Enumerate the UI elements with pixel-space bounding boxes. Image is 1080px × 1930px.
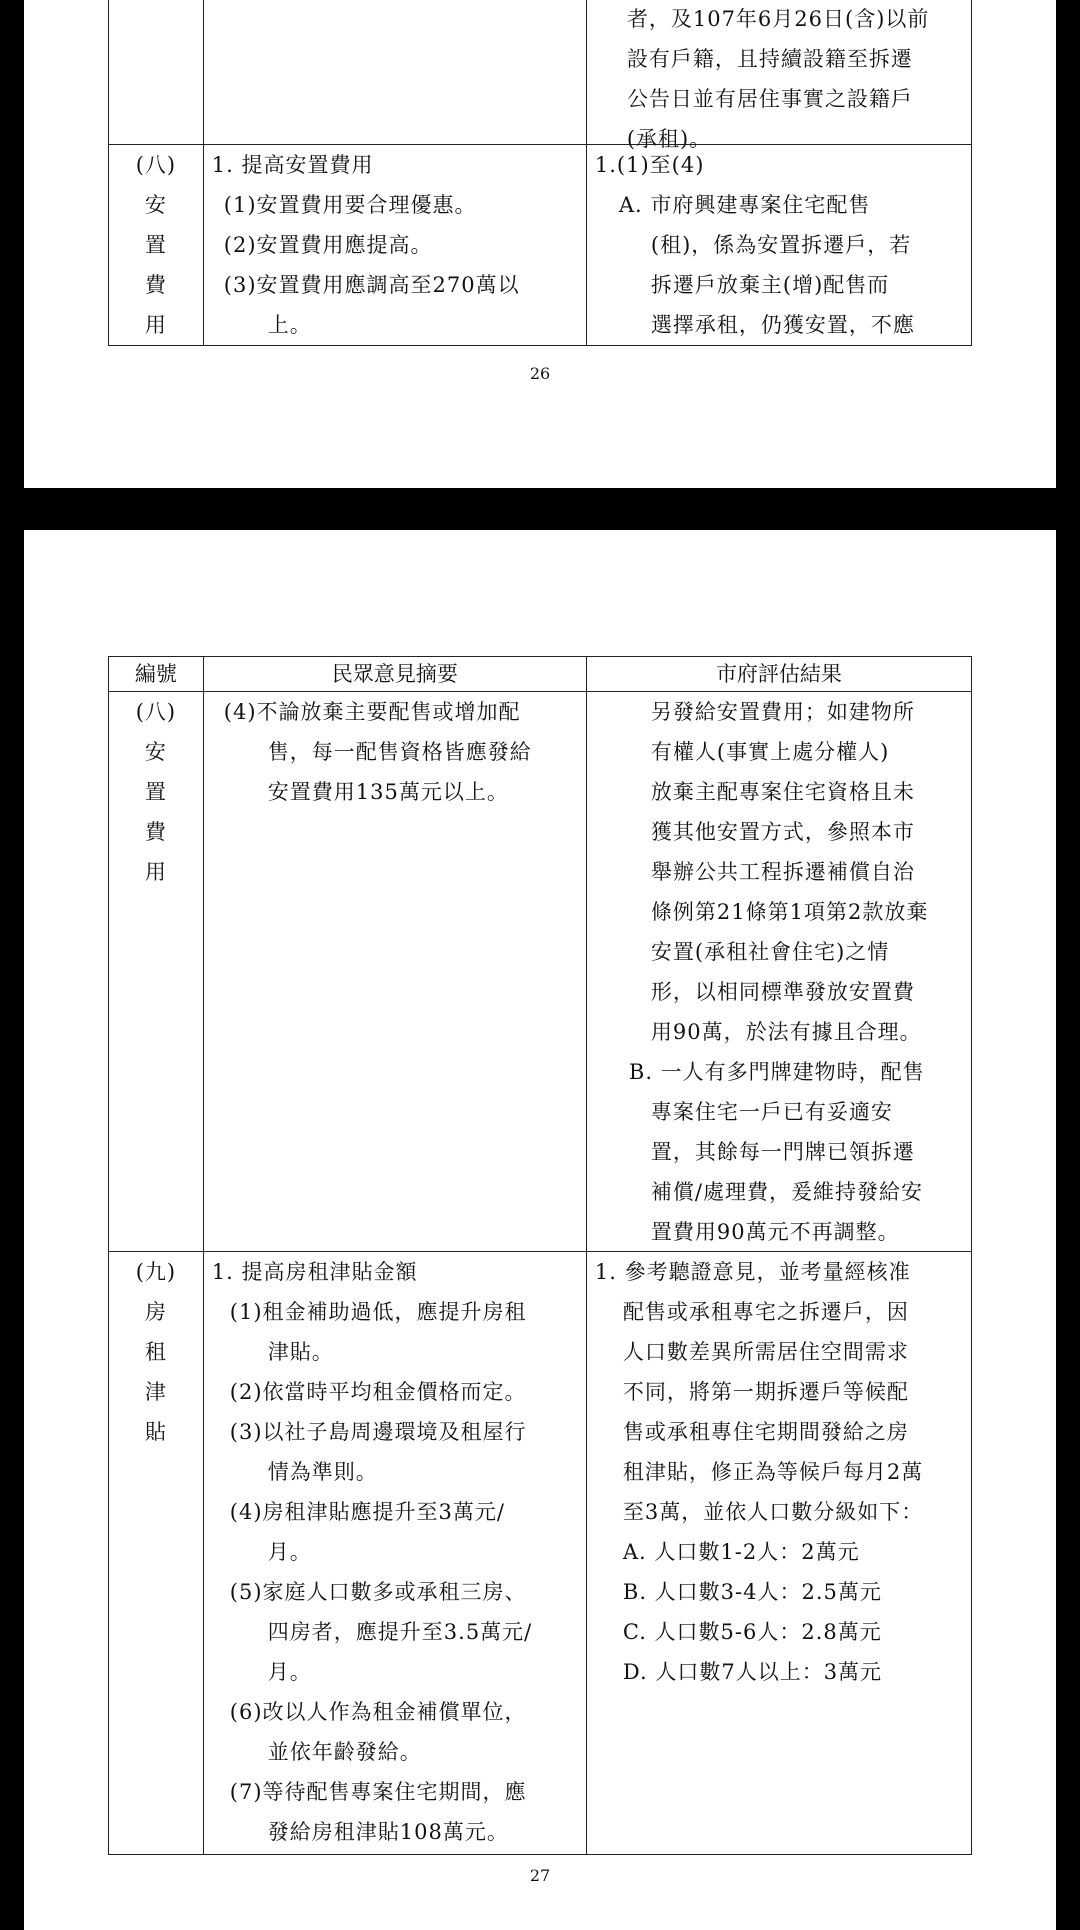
row-8-opinion: (4)不論放棄主要配售或增加配 售，每一配售資格皆應發給 安置費用135萬元以上。: [204, 692, 587, 1251]
row-9-number: (九) 房 租 津 貼: [109, 1252, 204, 1854]
row-8-opinion: 1. 提高安置費用 (1)安置費用要合理優惠。 (2)安置費用應提高。 (3)安置費用應調高至270萬以 上。: [204, 145, 587, 345]
row-8-number: (八) 安 置 費 用: [109, 145, 204, 345]
page-number: 27: [529, 1866, 551, 1885]
table-row: [109, 145, 971, 345]
row-8-result: 1.(1)至(4) A. 市府興建專案住宅配售 (租)，係為安置拆遷戶，若 拆遷戶放棄主(增)配售而 選擇承租，仍獲安置，不應: [594, 153, 915, 337]
text-line: 設有戶籍，且持續設籍至拆遷: [626, 47, 913, 71]
text-line: (承租)。: [626, 127, 712, 151]
table-row: [109, 1252, 971, 1854]
table-page-27: [108, 656, 972, 1855]
page-26: [24, 0, 1056, 488]
page-27: [24, 530, 1056, 1930]
row-9-opinion: 1. 提高房租津貼金額 (1)租金補助過低，應提升房租 津貼。 (2)依當時平均租金價格而定。 (3)以社子島周邊環境及租屋行 情為準則。 (4)房租津貼應提升至3萬元/ 月。 (5)家庭人口數多或承租三房、 四房者，應提升至3.5萬元/ 月。 (6)改以人作為租金補償單位， 並依年齡發給。 (7)等待配售專案住宅期間，應 發給房租津貼108萬元。: [204, 1252, 587, 1854]
table-row: [109, 692, 971, 1252]
table-row: [109, 0, 971, 151]
header-opinion-summary: 民眾意見摘要: [204, 657, 587, 691]
header-evaluation-result: 市府評估結果: [715, 662, 842, 686]
header-number: 編號: [109, 657, 204, 691]
table-page-26: [108, 0, 972, 346]
page-number: 26: [529, 364, 551, 383]
text-line: 公告日並有居住事實之設籍戶: [626, 87, 913, 111]
text-line: 者，及107年6月26日(含)以前: [626, 7, 930, 31]
row-8-result: 另發給安置費用；如建物所 有權人(事實上處分權人) 放棄主配專案住宅資格且未 獲其他安置方式，參照本市 舉辦公共工程拆遷補償自治 條例第21條第1項第2款放棄 安置(承租社會住宅)之情 形，以相同標準發放安置費 用90萬，於法有據且合理。 B. 一人有多門牌建物時，配售 專案住宅一戶已有妥適安 置，其餘每一門牌已領拆遷 補償/處理費，爰維持發給安 置費用90萬元不再調整。: [628, 700, 929, 1244]
row-8-number: (八) 安 置 費 用: [109, 692, 204, 1251]
table-header-row: [109, 657, 971, 692]
row-9-result: 1. 參考聽證意見，並考量經核准 配售或承租專宅之拆遷戶，因 人口數差異所需居住空間需求 不同，將第一期拆遷戶等候配 售或承租專住宅期間發給之房 租津貼，修正為等候戶每月2萬 至3萬，並依人口數分級如下： A. 人口數1-2人：2萬元 B. 人口數3-4人：2.5萬元 C. 人口數5-6人：2.8萬元 D. 人口數7人以上：3萬元: [594, 1260, 924, 1684]
row-top-result: [587, 0, 971, 151]
